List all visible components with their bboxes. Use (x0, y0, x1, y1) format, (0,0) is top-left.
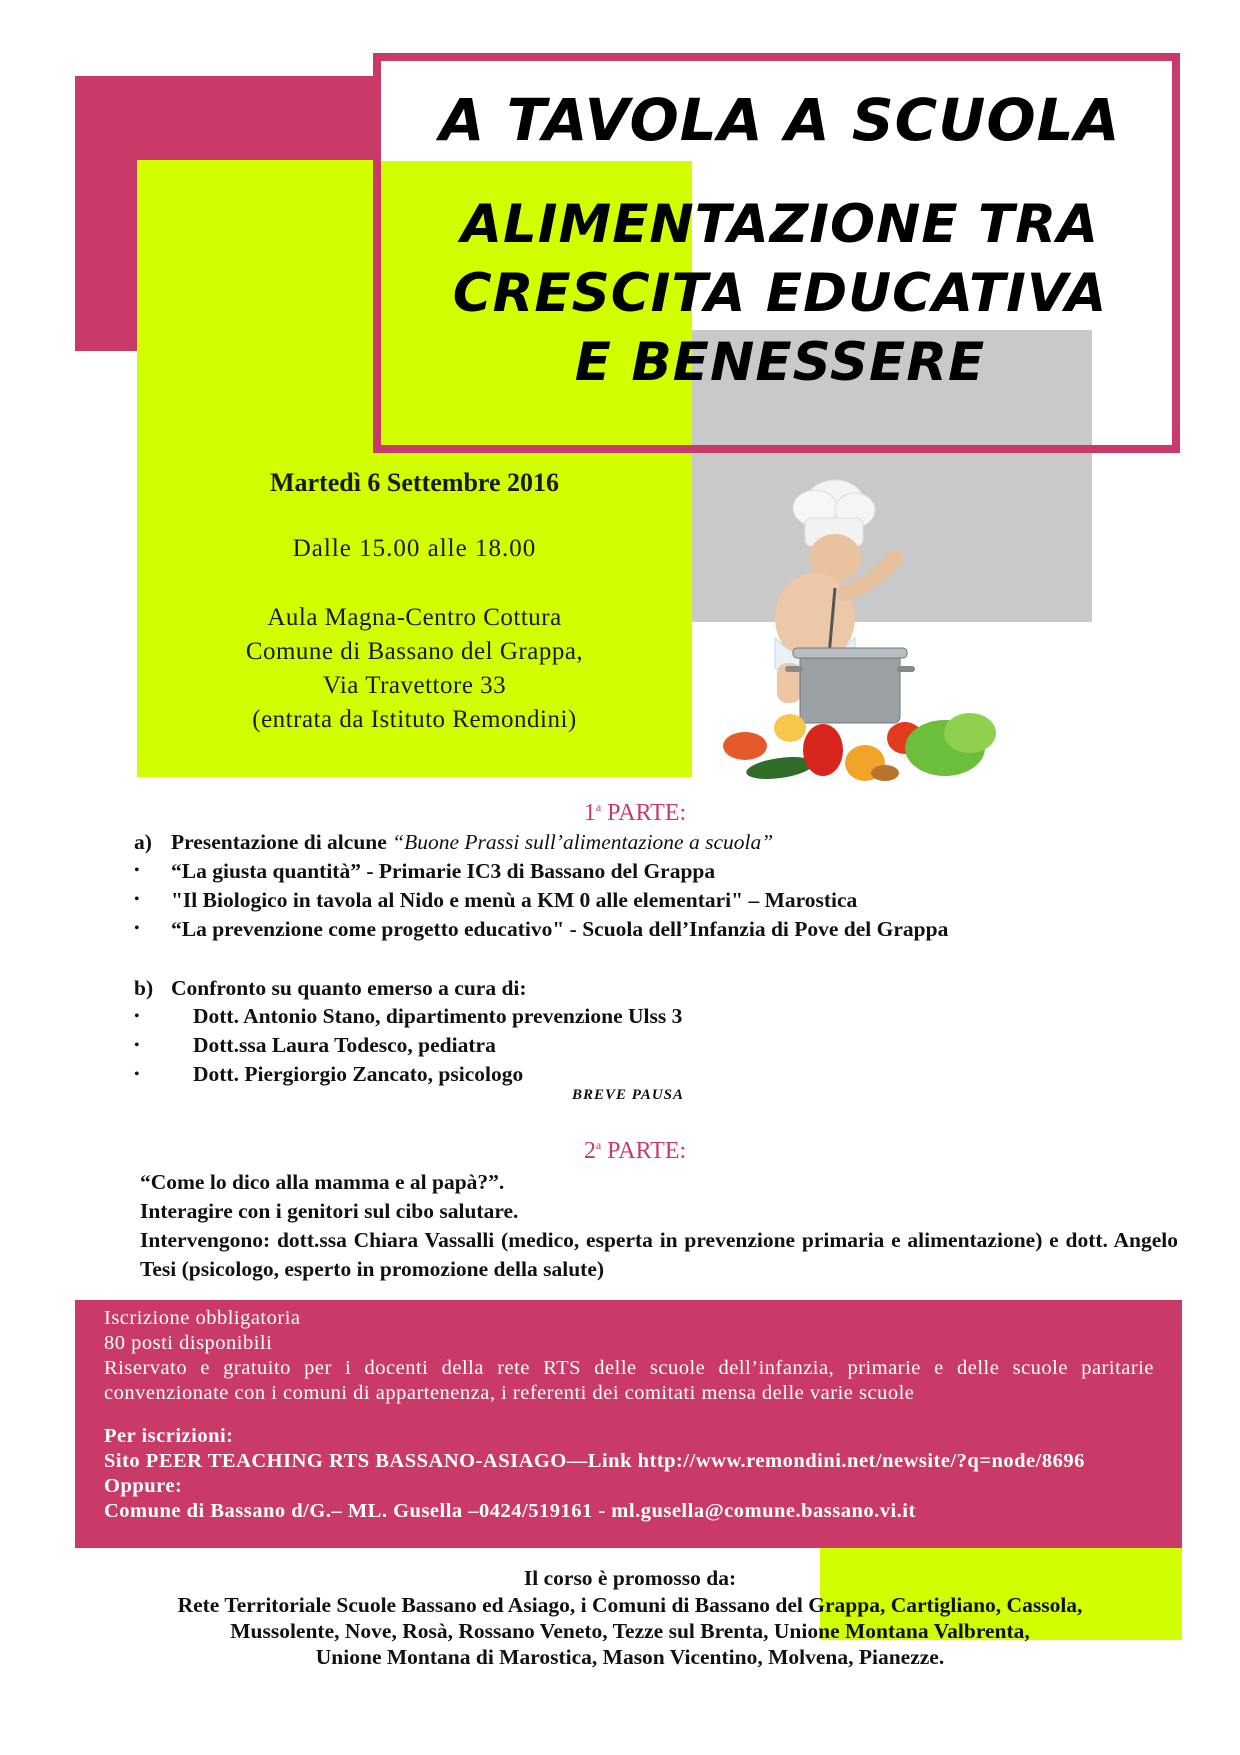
part2-heading-sup: a (595, 1138, 602, 1152)
reg-required: Iscrizione obbligatoria (104, 1307, 301, 1329)
promo-line-2: Mussolente, Nove, Rosà, Rossano Veneto, Tezze sul Brenta, Unione Montana Valbrenta, (230, 1619, 1030, 1643)
page-title: A TAVOLA A SCUOLA (439, 86, 1121, 154)
bullet-icon: • (134, 1008, 140, 1025)
event-date: Martedì 6 Settembre 2016 (269, 468, 560, 497)
part1-heading-sup: a (595, 800, 602, 814)
part1-heading-text: PARTE: (601, 800, 687, 826)
part1-b-text: Confronto su quanto emerso a cura di: (171, 976, 527, 1000)
part2-heading (0, 1138, 1240, 1165)
place-line-4: (entrata da Istituto Remondini) (252, 706, 577, 733)
reg-site-link[interactable]: Sito PEER TEACHING RTS BASSANO-ASIAGO—Link http://www.remondini.net/newsite/?q=node/8696 (104, 1450, 1085, 1472)
bullet-icon: • (134, 862, 140, 879)
reg-contact[interactable]: Comune di Bassano d/G.– ML. Gusella –0424/519161 - ml.gusella@comune.bassano.vi.it (104, 1500, 916, 1522)
part1-b-label: b) (134, 976, 154, 1000)
part2-content (140, 1168, 1178, 1284)
subtitle-line-3: E BENESSERE (574, 332, 986, 393)
registration-content (104, 1306, 1154, 1524)
subtitle-line-1: ALIMENTAZIONE TRA (460, 194, 1100, 255)
promo-heading: Il corso è promosso da: (523, 1566, 737, 1590)
place-line-2: Comune di Bassano del Grappa, (245, 638, 584, 665)
part1-heading (0, 800, 1240, 827)
bullet-icon: • (134, 891, 140, 908)
part2-line-2: Interagire con i genitori sul cibo salutare. (140, 1199, 519, 1223)
speaker-item: Dott.ssa Laura Todesco, pediatra (193, 1033, 496, 1057)
bullet-icon: • (134, 1037, 140, 1054)
part2-body: Intervengono: dott.ssa Chiara Vassalli (medico, esperta in prevenzione primaria e alimentazione) e dott. Angelo Tesi (psicologo, esperto in promozione della salute) (140, 1228, 1178, 1281)
part1-a-label: a) (134, 830, 152, 854)
chef-baby-illustration (705, 478, 1010, 793)
page-subtitle (420, 190, 1140, 397)
pause-label: BREVE PAUSA (572, 1087, 685, 1103)
promo-line-1: Rete Territoriale Scuole Bassano ed Asiago, i Comuni di Bassano del Grappa, Cartigliano, Cassola, (177, 1593, 1083, 1617)
part2-line-1: “Come lo dico alla mamma e al papà?”. (140, 1170, 505, 1194)
promo-line-3: Unione Montana di Marostica, Mason Vicentino, Molvena, Pianezze. (315, 1645, 945, 1669)
part2-heading-text: PARTE: (601, 1138, 687, 1164)
subtitle-line-2: CRESCITA EDUCATIVA (452, 263, 1108, 324)
place-line-1: Aula Magna-Centro Cottura (267, 604, 562, 631)
part1-item: “La giusta quantità” - Primarie IC3 di Bassano del Grappa (171, 859, 716, 883)
reg-description: Riservato e gratuito per i docenti della rete RTS delle scuole dell’infanzia, primarie e delle scuole paritarie convenzionate con i comuni di appartenenza, i referenti dei comitati mensa delle varie scuole (104, 1357, 1154, 1404)
event-time: Dalle 15.00 alle 18.00 (292, 535, 537, 562)
speaker-item: Dott. Antonio Stano, dipartimento prevenzione Ulss 3 (193, 1004, 683, 1028)
bullet-icon: • (134, 920, 140, 937)
reg-seats: 80 posti disponibili (104, 1332, 273, 1354)
bullet-icon: • (134, 1066, 140, 1083)
part1-a-line (171, 830, 773, 855)
part2-heading-num: 2 (583, 1138, 596, 1164)
place-line-3: Via Travettore 33 (322, 672, 507, 699)
reg-per-iscrizioni: Per iscrizioni: (104, 1425, 234, 1447)
event-place (137, 601, 692, 737)
part1-a-text: Presentazione di alcune (171, 830, 393, 854)
reg-oppure: Oppure: (104, 1475, 183, 1497)
part1-a-italic: “Buone Prassi sull’alimentazione a scuola” (392, 830, 774, 854)
part1-heading-num: 1 (583, 800, 596, 826)
speaker-item: Dott. Piergiorgio Zancato, psicologo (193, 1062, 524, 1086)
reg-spacer (104, 1406, 1154, 1424)
part1-item: “La prevenzione come progetto educativo" - Scuola dell’Infanzia di Pove del Grappa (171, 917, 949, 941)
promo-body (75, 1592, 1185, 1670)
part1-item: "Il Biologico in tavola al Nido e menù a KM 0 alle elementari" – Marostica (171, 888, 858, 912)
